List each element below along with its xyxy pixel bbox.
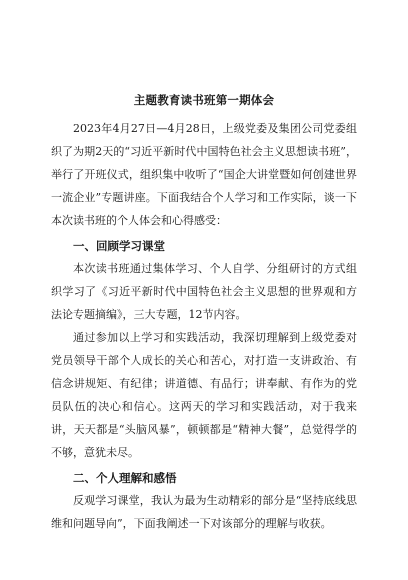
section-2-paragraph-1: 反观学习课堂，我认为最为生动精彩的部分是“坚持底线思维和问题导向”，下面我阐述一下对该部分的理解与收获。 bbox=[51, 494, 357, 530]
intro-paragraph: 2023年4月27日—4月28日，上级党委及集团公司党委组织了为期2天的“习近平新时代中国特色社会主义思想读书班”，举行了开班仪式，组织集中收听了“国企大讲堂暨如何创建世界一流企业”专题讲座。下面我结合个人学习和工作实际，谈一下本次读书班的个人体会和心得感受： bbox=[51, 122, 357, 227]
section-1-paragraph-1: 本次读书班通过集体学习、个人自学、分组研讨的方式组织学习了《习近平新时代中国特色社会主义思想的世界观和方法论专题摘编》，三大专题，12节内容。 bbox=[51, 262, 357, 321]
section-heading-1: 一、回顾学习课堂 bbox=[73, 239, 165, 253]
section-1-paragraph-2: 通过参加以上学习和实践活动，我深切理解到上级党委对党员领导干部个人成长的关心和苦心，对打造一支讲政治、有信念讲规矩、有纪律；讲道德、有品行；讲奉献、有作为的党员队伍的决心和信心。这两天的学习和实践活动，对于我来讲，天天都是“头脑风暴”，顿顿都是“精神大餐”，总觉得学的不够，意犹未尽。 bbox=[51, 331, 357, 459]
document-title: 主题教育读书班第一期体会 bbox=[133, 93, 275, 107]
section-heading-2: 二、个人理解和感悟 bbox=[73, 471, 177, 485]
